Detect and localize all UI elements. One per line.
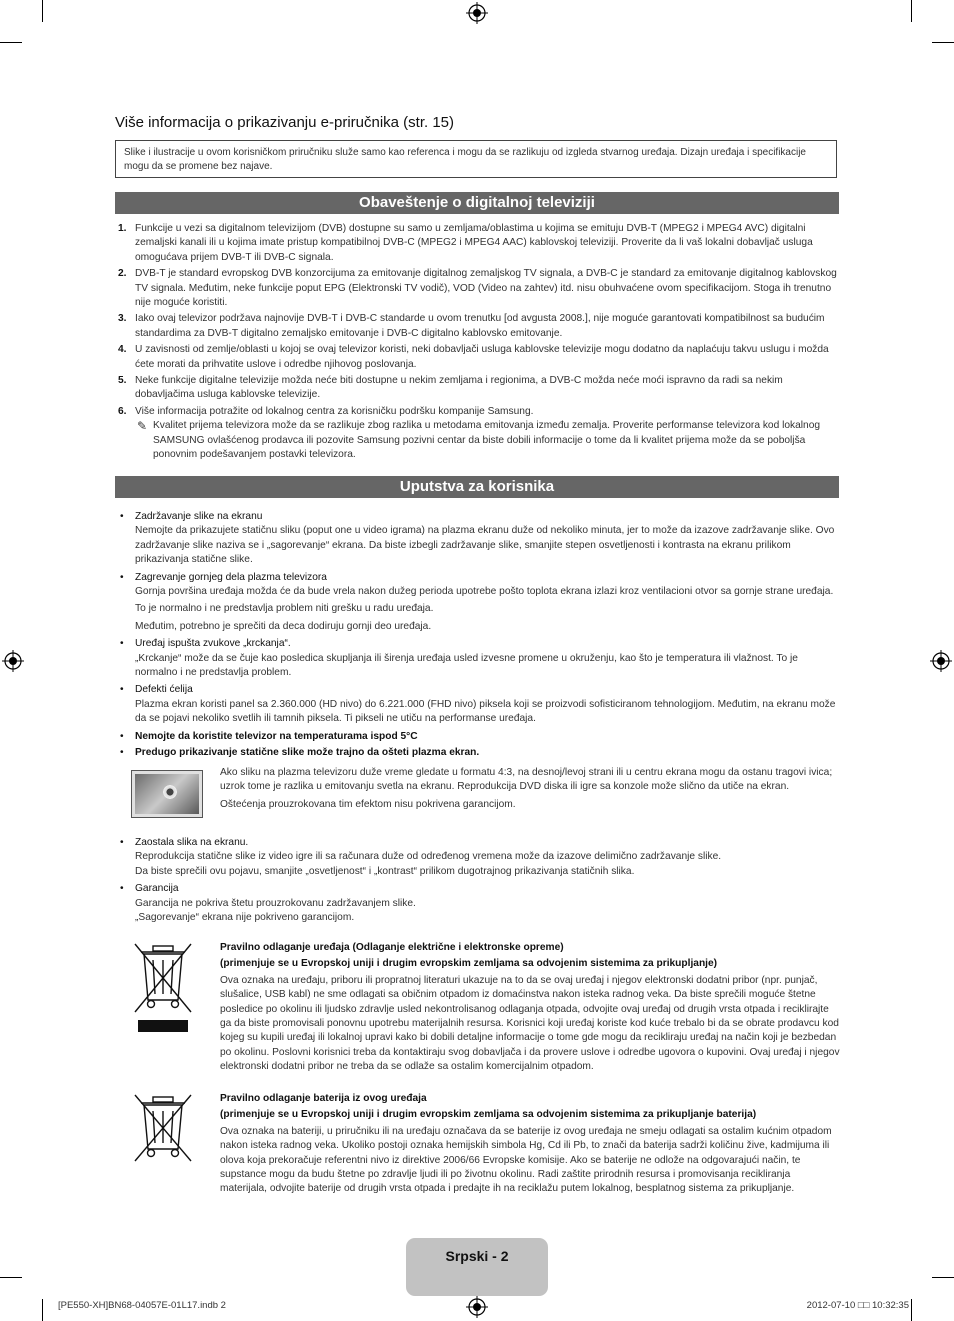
item-text: Iako ovaj televizor podržava najnovije DVB-T i DVB-C standarde u ovom trenutku [od avgusta 2008.], nije moguće garantovati kompatibilnost sa budućim standardima za DVB-T digitalno zemaljsko emitovanje i DVB-C digitalno kablovsko emitovanje.	[135, 313, 825, 339]
tip-title: Defekti ćelija	[135, 684, 193, 696]
section-heading-digital-tv: Obaveštenje o digitalnoj televiziji	[115, 192, 839, 214]
list-item	[115, 746, 840, 760]
list-item	[115, 730, 840, 744]
tip-title: Predugo prikazivanje statične slike može trajno da ošteti plazma ekran.	[135, 747, 480, 759]
bullet-icon: •	[120, 511, 124, 522]
tip-text: „Sagorevanje“ ekrana nije pokriveno garancijom.	[135, 912, 355, 924]
crop-mark	[42, 1299, 43, 1321]
user-tips-list-2	[115, 836, 840, 928]
item-text: Funkcije u vezi sa digitalnom televizijom (DVB) dostupne su samo u zemljama/oblastima u kojima se emituju DVB-T (MPEG2 i MPEG4 AVC) digitalni zemaljski kanali ili u kojima imate pristup kompatibilnoj DVB-C (MPEG2 i MPEG4 AAC) kablovskoj televiziji. Proverite da li vaš lokalni dobavljač usluga omogućava prijem DVB-T ili DVB-C signala.	[135, 223, 813, 263]
note-text: Kvalitet prijema televizora može da se razlikuje zbog razlika u metodama emitovanja između zemalja. Proverite performanse televizora kod lokalnog SAMSUNG ovlašćenog prodavca ili pozovite Samsung pozivni centar da biste dobili informacije o tome da li kvalitet prijema može da se poboljša ponovnim podešavanjem postavki televizora.	[153, 420, 821, 461]
tip-text: „Krckanje“ može da se čuje kao posledica skupljanja ili širenja uređaja usled izvesne promene u okruženju, kao što je temperatura ili vlažnost. To je normalno i ne predstavlja problem.	[135, 652, 798, 679]
tv-text: Ako sliku na plazma televizoru duže vreme gledate u formatu 4:3, na desnoj/levoj strani ili u centru ekrana mogu da ostanu tragovi ivica; uzrok tome je razlika u emitovanju svetla na ekranu. Reprodukcija DVD diska ili igre sa konzole može slično da utiče na ekran.	[220, 767, 833, 793]
crop-mark	[932, 42, 954, 43]
disclaimer-box: Slike i ilustracije u ovom korisničkom priručniku služe samo kao referenca i mogu da se razlikuju od izgleda stvarnog uređaja. Dizajn uređaja i specifikacije mogu da se promene bez najave.	[115, 140, 837, 178]
tv-screen-image	[131, 770, 203, 818]
list-item	[115, 637, 840, 680]
item-number: 4.	[118, 344, 127, 356]
bullet-icon: •	[120, 883, 124, 895]
list-item	[115, 836, 840, 879]
tv-text: Oštećenja prouzrokovana tim efektom nisu pokrivena garancijom.	[220, 798, 516, 810]
crop-mark	[0, 1277, 22, 1278]
tip-text: Nemojte da prikazujete statičnu sliku (poput one u video igrama) na plazma ekranu duže od nekoliko minuta, jer to može da izazove zadržavanje slike. Ovo zadržavanje slike naziva se i „sagorevanje“ ekrana. Da biste izbegli zadržavanje slike, smanjite stepen osvetljenosti i kontrasta na ekranu prilikom prikazivanja statične slike.	[135, 525, 835, 566]
tip-title: Garancija	[135, 883, 179, 895]
battery-disposal-block	[220, 1092, 840, 1199]
list-item	[115, 374, 840, 403]
weee-disposal-block	[220, 941, 840, 1077]
registration-mark-icon	[930, 650, 952, 672]
bullet-icon: •	[120, 837, 124, 848]
list-item	[115, 222, 840, 265]
user-tips-list	[115, 510, 840, 763]
tip-title: Nemojte da koristite televizor na temperaturama ispod 5°C	[135, 730, 418, 742]
registration-mark-icon	[466, 1296, 488, 1318]
list-item	[115, 882, 840, 925]
tip-title: Zaostala slika na ekranu.	[135, 837, 249, 848]
crop-mark	[932, 1277, 954, 1278]
list-item	[115, 343, 840, 372]
weee-text: Ova oznaka na uređaju, priboru ili propratnoj literaturi ukazuje na to da se ovaj uređaj i njegov elektronski dodatni pribor (npr. punjač, slušalice, USB kabl) ne sme odlagati sa običnim otpadom iz domaćinstva nakon isteka radnog veka. Da biste sprečili moguće štetne posledice po okolinu ili ljudsko zdravlje usled nekontrolisanog odlaganja otpada, odvojite ovaj uređaj od drugih vrsta otpada i reciklirajte ga da biste promovisali ponovnu upotrebu materijalnih resursa. Korisnici koji uređaj koriste kod kuće trebalo bi da se obrate prodavcu kod kojeg su kupili uređaj ili lokalnoj upravi kako bi dobili detaljne informacije o tome gde mogu da recikliraju uređaj na način koji je bezbedan po okolinu. Poslovni korisnici treba da kontaktiraju svog dobavljača i da provere uslove i odredbe ugovora o kupovini. Ovaj uređaj i njegov elektronski dodatni pribor ne treba da se odlaže sa ostalim komercijalnim otpadom.	[220, 974, 840, 1073]
crossed-bin-battery-icon	[133, 1093, 193, 1163]
tip-title: Zagrevanje gornjeg dela plazma televizora	[135, 571, 327, 583]
item-number: 5.	[118, 375, 127, 387]
item-text: U zavisnosti od zemlje/oblasti u kojoj se ovaj televizor koristi, neki dobavljači usluga kablovske televizije mogu dodatno da naplaćuju takvu uslugu i možda ćete morati da prihvatite uslove i odredbe njihovog poslovanja.	[135, 344, 829, 370]
footer-file-name: [PE550-XH]BN68-04057E-01L17.indb 2	[58, 1300, 226, 1311]
tip-text: Gornja površina uređaja možda će da bude vrela nakon dužeg perioda upotrebe pošto toplota ekrana izlazi kroz ventilacioni otvor sa gornje strane uređaja.	[135, 586, 834, 598]
item-number: 6.	[118, 405, 127, 417]
registration-mark-icon	[466, 2, 488, 24]
crossed-bin-icon	[133, 940, 193, 1034]
weee-subtitle: (primenjuje se u Evropskoj uniji i drugim evropskim zemljama sa odvojenim sistemima za prikupljanje)	[220, 958, 718, 970]
tip-text: To je normalno i ne predstavlja problem niti grešku u radu uređaja.	[135, 603, 434, 615]
battery-title: Pravilno odlaganje baterija iz ovog uređaja	[220, 1093, 427, 1104]
item-number: 1.	[118, 223, 127, 234]
pencil-note-icon: ✎	[137, 419, 148, 434]
crop-mark	[911, 0, 912, 22]
list-item	[115, 683, 840, 726]
bullet-icon: •	[120, 684, 124, 696]
item-number: 2.	[118, 268, 127, 280]
tip-text: Da biste sprečili ovu pojavu, smanjite „osvetljenost“ i „kontrast“ prilikom dugotrajnog prikazivanja statičnih slika.	[135, 865, 635, 877]
crop-mark	[0, 42, 22, 43]
battery-subtitle: (primenjuje se u Evropskoj uniji i drugim evropskim zemljama sa odvojenim sistemima za prikupljanje baterija)	[220, 1109, 757, 1121]
note	[135, 419, 840, 462]
registration-mark-icon	[2, 650, 24, 672]
tip-text: Garancija ne pokriva štetu prouzrokovanu zadržavanjem slike.	[135, 897, 416, 909]
section-heading-user-instructions: Uputstva za korisnika	[115, 476, 839, 498]
bullet-icon: •	[120, 747, 124, 759]
digital-tv-list	[115, 222, 840, 465]
tip-text: Plazma ekran koristi panel sa 2.360.000 (HD nivo) do 6.221.000 (FHD nivo) piksela koji se proizvodi sofisticiranom tehnologijom. Međutim, na ekranu može da se pojavi nekoliko svetlih ili tamnih piksela. Ti pikseli ne utiču na performanse uređaja.	[135, 698, 836, 725]
crop-mark	[42, 0, 43, 22]
list-item	[115, 312, 840, 341]
intro-title: Više informacija o prikazivanju e-priručnika (str. 15)	[115, 114, 455, 131]
list-item	[115, 510, 840, 568]
tip-title: Zadržavanje slike na ekranu	[135, 511, 263, 522]
bullet-icon: •	[120, 730, 124, 742]
item-text: Više informacija potražite od lokalnog centra za korisničku podršku kompanije Samsung.	[135, 405, 534, 417]
list-item	[115, 405, 840, 463]
item-text: DVB-T je standard evropskog DVB konzorcijuma za emitovanje digitalnog zemaljskog TV signala, a DVB-C je standard za emitovanje digitalnog kablovskog TV signala. Međutim, neke funkcije poput EPG (Elektronski TV vodič), VOD (Video na zahtev) itd. nisu obuhvaćene ovom specifikacijom. Stoga ih trenutno nije moguće koristiti.	[135, 268, 837, 309]
list-item	[115, 267, 840, 310]
page-number-tab: Srpski - 2	[406, 1238, 548, 1296]
bullet-icon: •	[120, 638, 124, 650]
item-text: Neke funkcije digitalne televizije možda neće biti dostupne u nekim zemljama i regionima, a DVB-C možda neće moći ispravno da radi sa nekim dobavljačima usluga kablovske televizije.	[135, 375, 783, 401]
flower-image	[162, 784, 178, 800]
crop-mark	[911, 1299, 912, 1321]
tip-title: Uređaj ispušta zvukove „krckanja“.	[135, 638, 291, 650]
item-number: 3.	[118, 313, 127, 325]
weee-title: Pravilno odlaganje uređaja (Odlaganje električne i elektronske opreme)	[220, 942, 564, 953]
tv-burn-in-text	[220, 766, 840, 815]
footer-timestamp: 2012-07-10 □□ 10:32:35	[806, 1300, 909, 1311]
tip-text: Reprodukcija statične slike iz video igre ili sa računara duže od određenog vremena može da izazove delimično zadržavanje slike.	[135, 851, 722, 863]
bullet-icon: •	[120, 571, 124, 583]
battery-text: Ova oznaka na bateriji, u priručniku ili na uređaju označava da se baterije iz ovog uređaja ne smeju odlagati sa ostalim kućnim otpadom nakon isteka radnog veka. Ukoliko postoji oznaka hemijskih simbola Hg, Cd ili Pb, to znači da baterija sadrži količinu žive, kadmijuma ili olova koja prekoračuje referentni nivo iz direktive 2006/66 Evropske komisije. Ako se baterije ne odlože na odgovarajući način, te supstance mogu da budu štetne po zdravlje ljudi ili po životnu okolinu. Radi zaštite prirodnih resursa i promovisanja recikliranja materijala, odvojite baterije od drugih vrsta otpada i predajte ih na reciklažu putem lokalnog, besplatnog sistema za prikupljanje.	[220, 1125, 832, 1195]
list-item	[115, 571, 840, 635]
tip-text: Međutim, potrebno je sprečiti da deca dodiruju gornji deo uređaja.	[135, 620, 432, 632]
